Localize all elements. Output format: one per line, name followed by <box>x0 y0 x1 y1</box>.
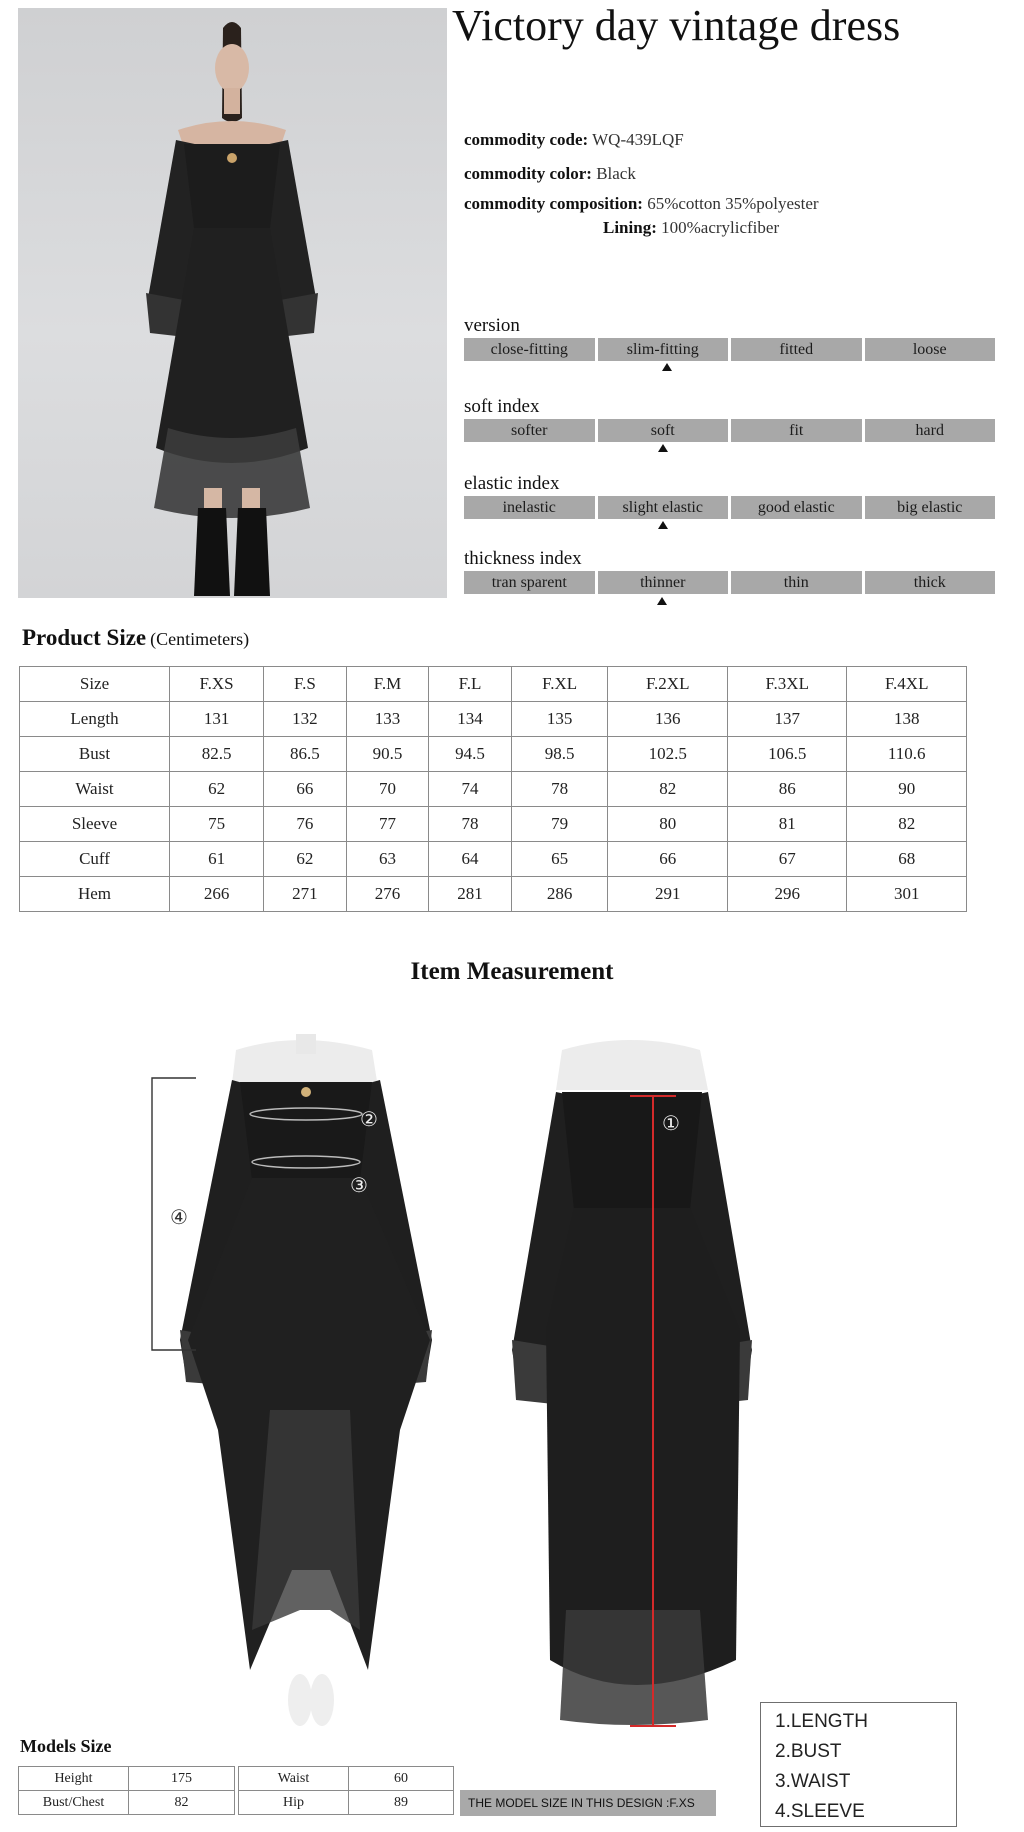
table-cell: 271 <box>264 877 347 912</box>
legend-item: 4.SLEEVE <box>775 1801 865 1822</box>
table-cell: Waist <box>239 1767 349 1791</box>
table-cell: 82 <box>129 1791 235 1815</box>
spec-lining-value: 100%acrylicfiber <box>661 218 780 237</box>
table-header-cell: F.XL <box>511 667 608 702</box>
table-cell: 133 <box>346 702 429 737</box>
scale-option: slim-fitting <box>598 338 729 361</box>
table-cell: 86 <box>727 772 847 807</box>
table-cell: 61 <box>170 842 264 877</box>
table-cell: 74 <box>429 772 512 807</box>
models-heading: Models Size <box>20 1736 112 1756</box>
measurement-title: Item Measurement <box>410 958 614 985</box>
table-cell: 132 <box>264 702 347 737</box>
scale-option: fitted <box>731 338 862 361</box>
size-heading-unit: (Centimeters) <box>150 629 250 649</box>
table-cell: 296 <box>727 877 847 912</box>
table-cell: 102.5 <box>608 737 728 772</box>
selected-marker-icon <box>658 444 668 452</box>
selected-marker-icon <box>657 597 667 605</box>
measurement-diagram <box>0 1010 1024 1730</box>
table-row <box>20 877 967 912</box>
table-cell: 266 <box>170 877 264 912</box>
size-heading-text: Product Size <box>22 625 147 650</box>
table-cell: 301 <box>847 877 967 912</box>
table-cell: 66 <box>608 842 728 877</box>
scale-option: slight elastic <box>598 496 729 519</box>
table-row <box>20 702 967 737</box>
table-cell: 65 <box>511 842 608 877</box>
table-header-cell: F.2XL <box>608 667 728 702</box>
scale-option: hard <box>865 419 996 442</box>
table-cell: 66 <box>264 772 347 807</box>
table-header-cell: F.M <box>346 667 429 702</box>
table-header-cell: F.S <box>264 667 347 702</box>
table-cell: Height <box>19 1767 129 1791</box>
back-mannequin <box>556 1040 708 1090</box>
table-cell: 86.5 <box>264 737 347 772</box>
spec-lining-label: Lining: <box>603 218 657 237</box>
model-size-note: THE MODEL SIZE IN THIS DESIGN :F.XS <box>460 1790 716 1816</box>
table-cell: 80 <box>608 807 728 842</box>
table-cell: Bust <box>20 737 170 772</box>
table-cell: 82.5 <box>170 737 264 772</box>
garment-diagram <box>0 1010 1024 1730</box>
scale-option: thinner <box>598 571 729 594</box>
table-row <box>20 772 967 807</box>
table-cell: Waist <box>20 772 170 807</box>
spec-composition-value: 65%cotton 35%polyester <box>647 194 819 213</box>
table-cell: 281 <box>429 877 512 912</box>
legend-item: 2.BUST <box>775 1741 842 1762</box>
table-cell: 89 <box>349 1791 454 1815</box>
table-row <box>19 1767 235 1791</box>
table-cell: Hip <box>239 1791 349 1815</box>
table-cell: 81 <box>727 807 847 842</box>
table-cell: 75 <box>170 807 264 842</box>
table-cell: 291 <box>608 877 728 912</box>
table-cell: 94.5 <box>429 737 512 772</box>
scale-option: close-fitting <box>464 338 595 361</box>
table-cell: Bust/Chest <box>19 1791 129 1815</box>
table-cell: 82 <box>608 772 728 807</box>
table-header-cell: Size <box>20 667 170 702</box>
table-cell: 175 <box>129 1767 235 1791</box>
thickness-index-scale <box>464 547 995 594</box>
table-cell: 134 <box>429 702 512 737</box>
scale-option: tran sparent <box>464 571 595 594</box>
table-cell: 62 <box>264 842 347 877</box>
table-cell: 70 <box>346 772 429 807</box>
table-cell: 68 <box>847 842 967 877</box>
table-row <box>239 1767 454 1791</box>
spec-lining <box>603 218 779 238</box>
models-table-left <box>18 1766 235 1815</box>
table-header-row <box>20 667 967 702</box>
table-cell: 90.5 <box>346 737 429 772</box>
models-table-right <box>238 1766 454 1815</box>
table-cell: Length <box>20 702 170 737</box>
table-cell: 76 <box>264 807 347 842</box>
spec-composition-label: commodity composition: <box>464 194 643 213</box>
scale-option: big elastic <box>865 496 996 519</box>
spec-code-label: commodity code: <box>464 130 589 149</box>
table-row <box>20 842 967 877</box>
soft-index-scale <box>464 395 995 442</box>
table-cell: 63 <box>346 842 429 877</box>
table-cell: 78 <box>511 772 608 807</box>
spec-composition <box>464 194 819 214</box>
table-header-cell: F.XS <box>170 667 264 702</box>
model-photo <box>18 8 447 598</box>
scale-option: good elastic <box>731 496 862 519</box>
marker-sleeve: ④ <box>170 1205 188 1229</box>
table-header-cell: F.4XL <box>847 667 967 702</box>
table-cell: Sleeve <box>20 807 170 842</box>
legend-item: 3.WAIST <box>775 1771 851 1792</box>
elastic-index-scale <box>464 472 995 519</box>
product-title: Victory day vintage dress <box>452 1 901 50</box>
table-cell: 138 <box>847 702 967 737</box>
scale-title: soft index <box>464 396 540 417</box>
table-row <box>19 1791 235 1815</box>
marker-waist: ③ <box>350 1173 368 1197</box>
table-row <box>20 807 967 842</box>
table-cell: 64 <box>429 842 512 877</box>
table-cell: 90 <box>847 772 967 807</box>
scale-option: inelastic <box>464 496 595 519</box>
scale-option: thin <box>731 571 862 594</box>
spec-color-value: Black <box>596 164 636 183</box>
marker-bust: ② <box>360 1107 378 1131</box>
table-cell: 136 <box>608 702 728 737</box>
spec-code-value: WQ-439LQF <box>592 130 684 149</box>
scale-title: elastic index <box>464 473 560 494</box>
size-heading <box>22 625 249 651</box>
back-bodice <box>562 1092 702 1210</box>
table-header-cell: F.L <box>429 667 512 702</box>
scale-title: thickness index <box>464 548 582 569</box>
size-table <box>19 666 967 912</box>
scale-option: fit <box>731 419 862 442</box>
selected-marker-icon <box>658 521 668 529</box>
table-row <box>239 1791 454 1815</box>
table-cell: 286 <box>511 877 608 912</box>
table-header-cell: F.3XL <box>727 667 847 702</box>
spec-code <box>464 130 684 150</box>
selected-marker-icon <box>662 363 672 371</box>
table-cell: Cuff <box>20 842 170 877</box>
table-cell: 276 <box>346 877 429 912</box>
measurement-legend <box>760 1702 957 1827</box>
scale-title: version <box>464 315 520 336</box>
scale-option: soft <box>598 419 729 442</box>
table-cell: Hem <box>20 877 170 912</box>
table-cell: 60 <box>349 1767 454 1791</box>
table-cell: 77 <box>346 807 429 842</box>
table-cell: 82 <box>847 807 967 842</box>
table-cell: 62 <box>170 772 264 807</box>
scale-option: softer <box>464 419 595 442</box>
table-cell: 135 <box>511 702 608 737</box>
marker-length: ① <box>662 1111 680 1135</box>
spec-color <box>464 164 636 184</box>
legend-item: 1.LENGTH <box>775 1711 868 1732</box>
table-cell: 79 <box>511 807 608 842</box>
version-scale <box>464 314 995 361</box>
table-cell: 67 <box>727 842 847 877</box>
model-figure <box>18 8 447 598</box>
table-cell: 78 <box>429 807 512 842</box>
table-cell: 98.5 <box>511 737 608 772</box>
scale-option: thick <box>865 571 996 594</box>
table-row <box>20 737 967 772</box>
scale-option: loose <box>865 338 996 361</box>
table-cell: 110.6 <box>847 737 967 772</box>
table-cell: 131 <box>170 702 264 737</box>
table-cell: 137 <box>727 702 847 737</box>
table-cell: 106.5 <box>727 737 847 772</box>
spec-color-label: commodity color: <box>464 164 592 183</box>
